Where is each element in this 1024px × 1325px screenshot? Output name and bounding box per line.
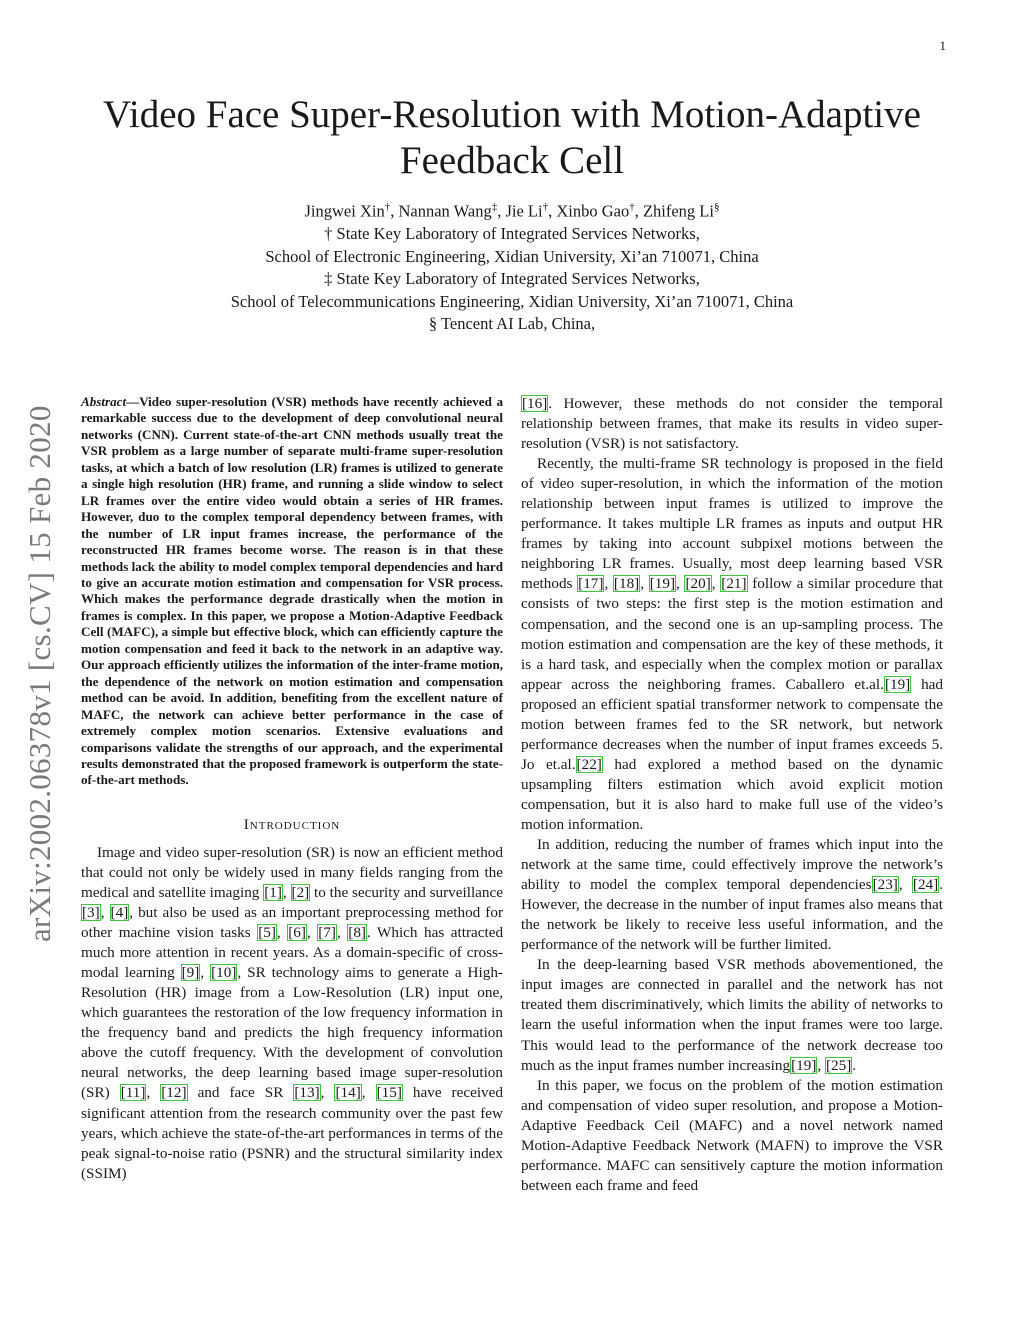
citation-link[interactable]: [19] [884, 675, 911, 693]
affiliation-line: § Tencent AI Lab, China, [428, 314, 596, 333]
author-name: Nannan Wang [398, 201, 492, 221]
citation-link[interactable]: [1] [264, 884, 282, 902]
affiliation-mark: ‡ [491, 201, 498, 213]
paragraph-continuation: [16]. However, these methods do not consider the temporal relationship between frames, that make its results in video super-resolution (VSR) is not satisfactory. [521, 395, 943, 453]
author-name: Jingwei Xin [304, 201, 385, 221]
citation-link[interactable]: [11] [120, 1084, 146, 1102]
paragraph: Image and video super-resolution (SR) is now an efficient method that could not only be widely used in many fields ranging from the medical and satellite imaging [1], [2] to the security and surveillance [3], [4], but also be used as an important preprocessing method for other machine vision tasks [5], [6], [7], [8]. Which has attracted much more attention in recent years. As a domain-specific of cross-modal learning [9], [10], SR technology aims to generate a High-Resolution (HR) image from a Low-Resolution (LR) input one, which guarantees the restoration of the low frequency information in the frequency band and predicts the high frequency information above the cutoff frequency. With the development of convolution neural networks, the deep learning based image super-resolution (SR) [11], [12] and face SR [13], [14], [15] have received significant attention from the research community over the past few years, which achieve the state-of-the-art performances in terms of the peak signal-to-noise ratio (PSNR) and the structural similarity index (SSIM) [81, 843, 504, 1182]
page-number: 1 [939, 38, 946, 53]
citation-link[interactable]: [8] [348, 924, 366, 942]
right-column [521, 394, 943, 1196]
citation-link[interactable]: [25] [825, 1056, 852, 1074]
citation-link[interactable]: [19] [649, 575, 676, 593]
citation-link[interactable]: [16] [522, 395, 548, 412]
paragraph: Recently, the multi-frame SR technology is proposed in the field of video super-resolution, in which the information of the motion relationship between input frames is utilized to improve the performance. It takes multiple LR frames as inputs and output HR frames by taking into account subpixel motions between the neighboring LR frames. Usually, most deep learning based VSR methods [17], [18], [19], [20], [21] follow a similar procedure that consists of two steps: the first step is the motion estimation and compensation, and the second one is an up-sampling process. The motion estimation and compensation are the key of these methods, it is a hard task, and especially when the complex motion or parallax appear across the neighboring frames. Caballero et.al.[19] had proposed an efficient spatial transformer network to compensate the motion between frames fed to the SR network, but network performance decreases when the number of input frames exceeds 5. Jo et.al.[22] had explored a method based on the dynamic upsampling filters estimation which avoid explicit motion compensation, but it is also hard to make full use of the video’s motion information. [521, 455, 943, 833]
author-name: Xinbo Gao [556, 201, 630, 221]
paragraph: In the deep-learning based VSR methods abovementioned, the input images are connected in parallel and the network has not treated them discriminatively, which limits the ability of networks to learn the useful information when the input frames were too large. This would lead to the performance of the network decrease too much as the input frames number increasing[19], [25]. [521, 956, 943, 1074]
citation-link[interactable]: [19] [791, 1056, 817, 1074]
affiliation-mark: § [713, 201, 720, 213]
citation-link[interactable]: [17] [578, 575, 604, 593]
citation-link[interactable]: [12] [161, 1084, 187, 1102]
abstract-text: Video super-resolution (VSR) methods have recently achieved a remarkable success due to the development of deep convolutional neural networks (CNN). Current state-of-the-art CNN methods usually treat the VSR problem as a large number of separate multi-frame super-resolution tasks, at which a batch of low resolution (LR) frames is utilized to generate a single high resolution (HR) frame, and running a slide window to select LR frames over the entire video would obtain a series of HR frames. However, duo to the complex temporal dependency between frames, with the number of LR input frames increase, the performance of the reconstructed HR frames become worse. The reason is in that these methods lack the ability to model complex temporal dependencies and hard to give an accurate motion estimation and compensation for VSR process. Which makes the performance degrade drastically when the motion in frames is complex. In this paper, we propose a Motion-Adaptive Feedback Cell (MAFC), a simple but effective block, which can efficiently capture the motion compensation and feed it back to the network in an adaptive way. Our approach efficiently utilizes the information of the inter-frame motion, the dependence of the network on motion estimation and compensation method can be avoid. In addition, benefiting from the excellent nature of MAFC, the network can achieve better performance in the case of extremely complex motion scenarios. Extensive evaluations and comparisons validate the strengths of our approach, and the experimental results demonstrated that the proposed framework is outperform the state-of-the-art methods. [81, 394, 503, 788]
citation-link[interactable]: [21] [721, 575, 747, 593]
citation-link[interactable]: [15] [376, 1084, 402, 1102]
citation-link[interactable]: [20] [685, 575, 711, 593]
citation-link[interactable]: [6] [288, 924, 306, 942]
abstract: Abstract—Video super-resolution (VSR) methods have recently achieved a remarkable success due to the development of deep convolutional neural networks (CNN). Current state-of-the-art CNN methods usually treat the VSR problem as a large number of separate multi-frame super-resolution tasks, at which a batch of low resolution (LR) frames is utilized to generate a single high resolution (HR) frame, and running a slide window to select LR frames over the entire video would obtain a series of HR frames. However, duo to the complex temporal dependency between frames, with the number of LR input frames increase, the performance of the reconstructed HR frames become worse. The reason is in that these methods lack the ability to model complex temporal dependencies and hard to give an accurate motion estimation and compensation for VSR process. Which makes the performance degrade drastically when the motion in frames is complex. In this paper, we propose a Motion-Adaptive Feedback Cell (MAFC), a simple but effective block, which can efficiently capture the motion compensation and feed it back to the network in an adaptive way. Our approach efficiently utilizes the information of the inter-frame motion, the dependence of the network on motion estimation and compensation method can be avoid. In addition, benefiting from the excellent nature of MAFC, the network can achieve better performance in the case of extremely complex motion scenarios. Extensive evaluations and comparisons validate the strengths of our approach, and the experimental results demonstrated that the proposed framework is outperform the state-of-the-art methods. [81, 394, 503, 788]
citation-link[interactable]: [2] [291, 884, 310, 902]
citation-link[interactable]: [13] [294, 1084, 320, 1102]
affiliation-line: School of Electronic Engineering, Xidian University, Xi’an 710071, China [265, 246, 759, 266]
left-column [81, 394, 503, 1184]
author-name: Jie Li [505, 201, 543, 221]
section-heading-introduction: Introduction [243, 816, 341, 833]
citation-link[interactable]: [4] [110, 904, 129, 922]
author-name: Zhifeng Li [642, 201, 714, 221]
citation-link[interactable]: [18] [613, 575, 640, 593]
citation-link[interactable]: [14] [335, 1084, 361, 1102]
affiliation-line: † State Key Laboratory of Integrated Services Networks, [324, 224, 700, 243]
affiliation-mark: † [542, 201, 549, 213]
citation-link[interactable]: [24] [912, 876, 939, 894]
title-block [60, 92, 964, 336]
paragraph: In this paper, we focus on the problem of the motion estimation and compensation of video super resolution, and propose a Motion-Adaptive Feedback Ceil (MAFC) and a novel network named Motion-Adaptive Feedback Network (MAFN) to improve the VSR performance. MAFC can sensitively capture the motion information between each frame and feed [521, 1076, 943, 1194]
affiliation-mark: † [384, 201, 391, 213]
author-block [60, 196, 964, 336]
citation-link[interactable]: [7] [318, 924, 336, 942]
author-names: Jingwei Xin†, Nannan Wang‡, Jie Li†, Xinbo Gao†, Zhifeng Li§ [304, 201, 720, 221]
arxiv-identifier-stamp: arXiv:2002.06378v1 [cs.CV] 15 Feb 2020 [22, 405, 57, 942]
author-affiliations [60, 223, 964, 336]
citation-link[interactable]: [9] [181, 964, 200, 982]
paragraph: In addition, reducing the number of frames which input into the network at the same time, could effectively improve the network’s ability to model the complex temporal dependencies[23], [24]. However, the decrease in the number of input frames also means that the network be likely to receive less useful information, and the performance of the network will be further limited. [521, 836, 944, 954]
affiliation-line: ‡ State Key Laboratory of Integrated Services Networks, [324, 269, 700, 288]
affiliation-line: School of Telecommunications Engineering, Xidian University, Xi’an 710071, China [230, 291, 794, 311]
paper-title: Video Face Super-Resolution with Motion-Adaptive Feedback Cell [103, 93, 921, 182]
citation-link[interactable]: [5] [258, 924, 276, 942]
abstract-label: Abstract [81, 394, 127, 409]
affiliation-mark: † [629, 201, 635, 213]
citation-link[interactable]: [3] [82, 904, 100, 922]
citation-link[interactable]: [23] [872, 876, 898, 894]
citation-link[interactable]: [22] [576, 755, 602, 773]
citation-link[interactable]: [10] [211, 964, 237, 982]
